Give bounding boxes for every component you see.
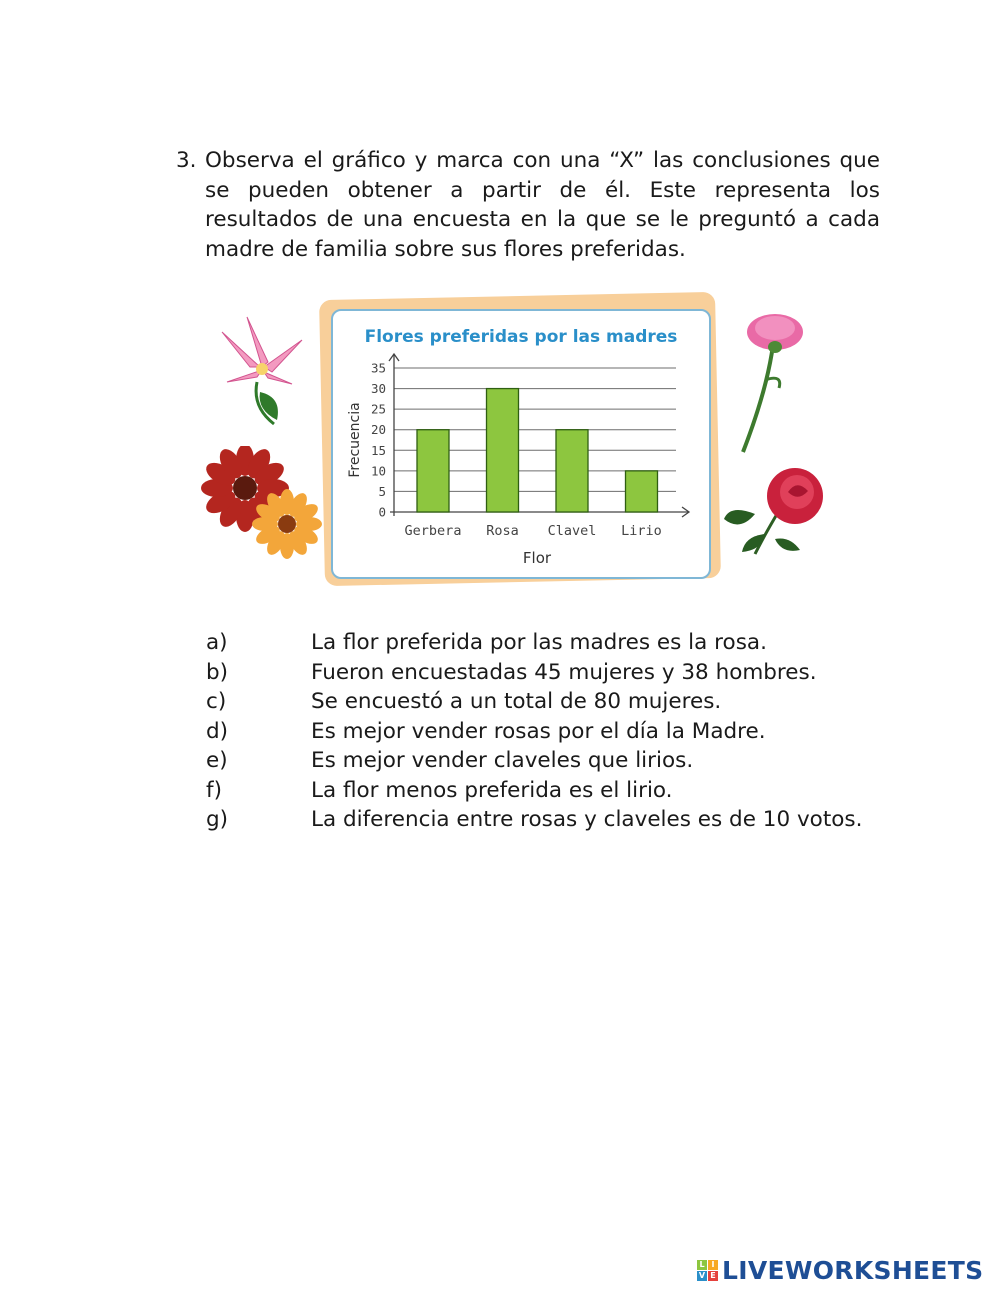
x-axis-label: Flor [522, 549, 552, 567]
carnation-illustration [735, 310, 815, 458]
bar [556, 430, 588, 512]
x-tick-label: Clavel [547, 523, 597, 539]
option-letter: c) [206, 689, 227, 714]
option-text: Es mejor vender rosas por el día la Madre. [311, 718, 766, 744]
y-tick-label: 35 [370, 360, 386, 376]
option-letter: g) [206, 807, 229, 832]
bar [626, 471, 658, 512]
brand-text: LIVEWORKSHEETS [722, 1255, 984, 1285]
option-letter: b) [206, 659, 229, 685]
gerbera-illustration [200, 446, 325, 561]
option-text: La flor menos preferida es el lirio. [311, 777, 673, 803]
x-tick-label: Rosa [486, 523, 519, 539]
lily-illustration [212, 312, 312, 427]
brand-logo-cell: L [697, 1260, 707, 1270]
option-text: Se encuestó a un total de 80 mujeres. [311, 689, 722, 714]
y-axis-label: Frecuencia [347, 402, 363, 478]
brand-logo-cell: V [698, 1270, 706, 1280]
y-tick-label: 25 [370, 401, 386, 417]
option-text: Fueron encuestadas 45 mujeres y 38 hombres. [311, 659, 817, 685]
x-tick-label: Gerbera [404, 523, 462, 539]
brand [697, 1255, 983, 1285]
x-tick-label: Lirio [621, 523, 662, 539]
option-letter: d) [206, 718, 229, 744]
question-number: 3. [176, 148, 197, 173]
option-text: La diferencia entre rosas y claveles es de 10 votos. [311, 807, 863, 832]
bar [417, 430, 449, 512]
brand-logo-icon [697, 1260, 718, 1281]
option-letter: e) [206, 748, 228, 773]
rose-illustration [720, 464, 830, 556]
option-text: La flor preferida por las madres es la rosa. [311, 630, 767, 655]
y-tick-label: 0 [378, 504, 386, 520]
brand-logo-cell: E [708, 1271, 718, 1281]
question [176, 146, 880, 264]
question-text: Observa el gráfico y marca con una “X” las conclusiones que se pueden obtener a partir de él. Este representa los resultados de una encuesta en la que se le preguntó a cada madre de familia sobre sus flores preferidas. [205, 148, 880, 262]
chart-title: Flores preferidas por las madres [364, 327, 678, 347]
y-tick-label: 20 [370, 422, 386, 438]
option-letter: f) [206, 777, 222, 803]
bar [487, 389, 519, 512]
y-tick-label: 5 [378, 483, 386, 499]
bar-chart [331, 309, 711, 579]
y-tick-label: 15 [370, 442, 386, 458]
brand-logo-cell: I [708, 1260, 718, 1270]
option-text: Es mejor vender claveles que lirios. [311, 748, 694, 773]
y-tick-label: 10 [370, 463, 386, 479]
option-letter: a) [206, 630, 228, 655]
y-tick-label: 30 [370, 381, 386, 397]
